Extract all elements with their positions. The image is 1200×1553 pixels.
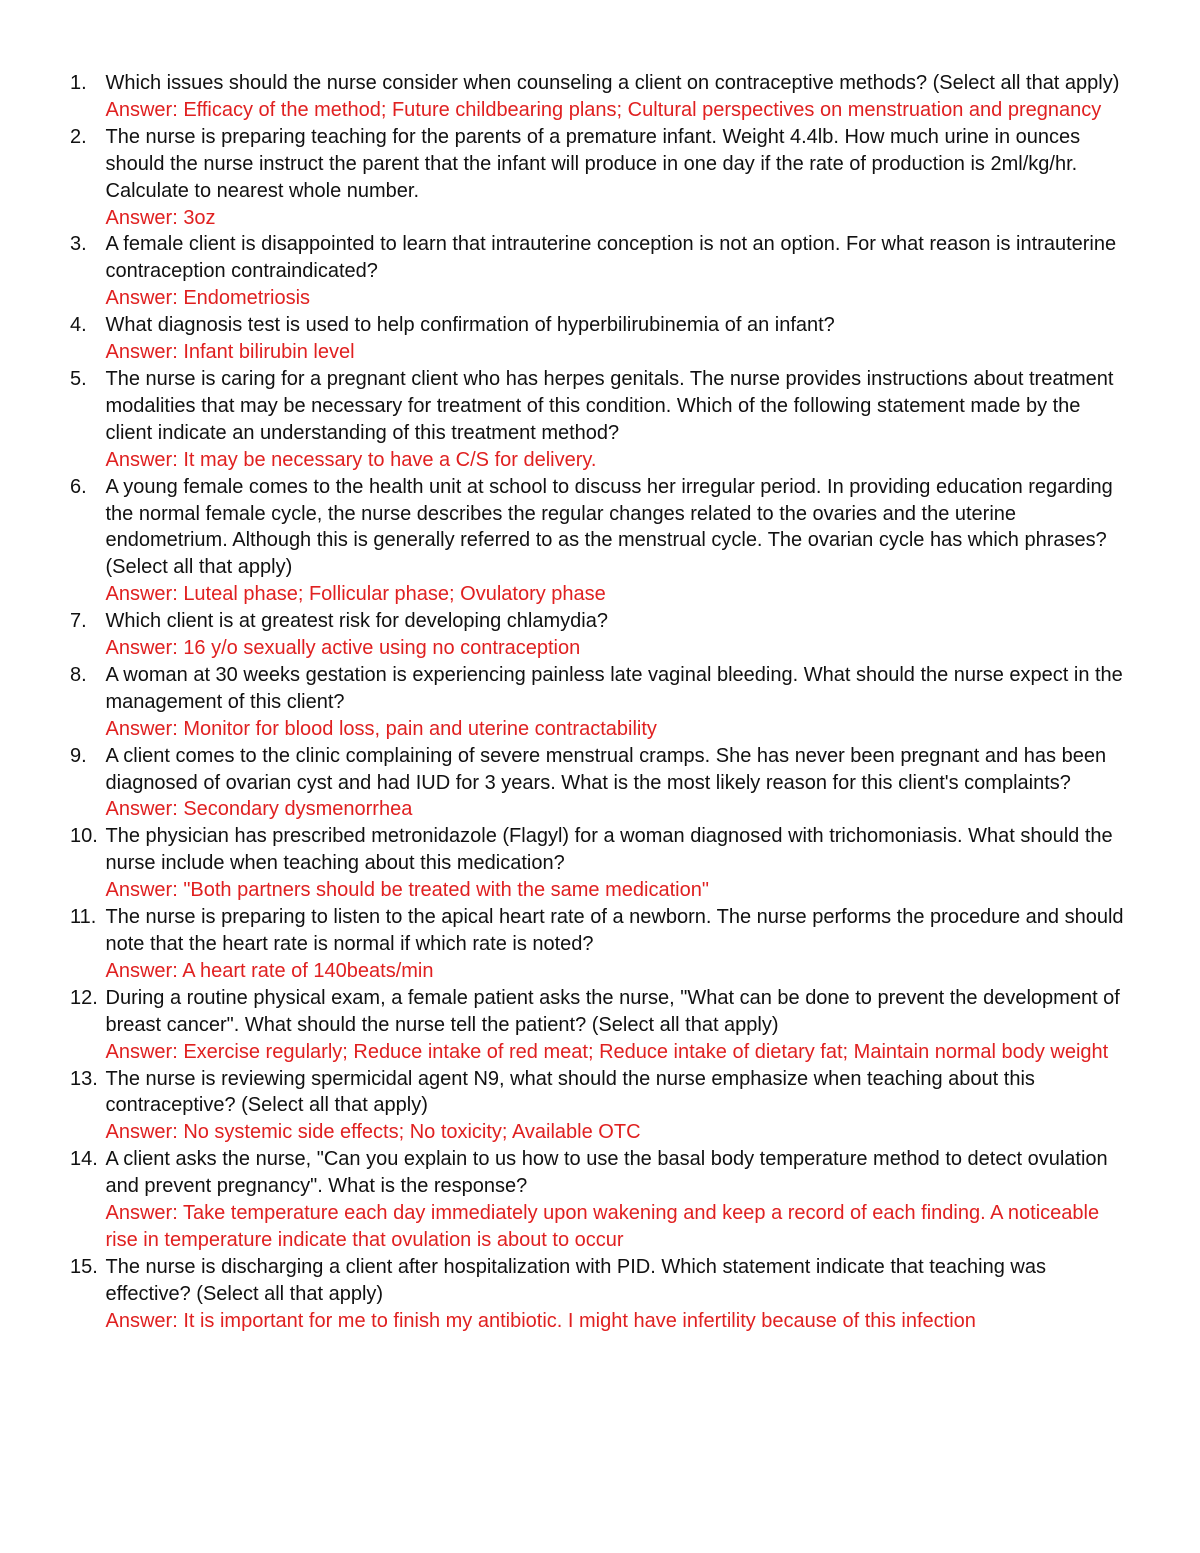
answer-prefix: Answer: [105, 206, 184, 229]
answer-text [106, 796, 1131, 823]
answer-text [106, 716, 1131, 743]
answer-body: No systemic side effects; No toxicity; Available OTC [183, 1121, 641, 1144]
question-number: 4. [70, 314, 87, 337]
question-text: The nurse is discharging a client after hospitalization with PID. Which statement indicate that teaching was effective? (Select all that apply) [105, 1255, 1046, 1305]
question-item [70, 985, 1130, 1066]
answer-body: "Both partners should be treated with the same medication" [183, 879, 709, 902]
answer-body: It may be necessary to have a C/S for delivery. [183, 448, 597, 471]
question-item [70, 231, 1130, 312]
question-number: 2. [70, 125, 87, 148]
question-text: Which issues should the nurse consider when counseling a client on contraceptive methods? (Select all that apply) [105, 72, 1120, 94]
question-text: The nurse is preparing teaching for the parents of a premature infant. Weight 4.4lb. How much urine in ounces should the nurse instruct the parent that the infant will produce in one day if the rate of production is 2ml/kg/hr. Calculate to nearest whole number. [105, 125, 1081, 202]
question-number: 14. [70, 1148, 98, 1171]
question-number: 5. [70, 367, 87, 390]
question-text: A client comes to the clinic complaining of severe menstrual cramps. She has never been pregnant and has been diagnosed of ovarian cyst and had IUD for 3 years. What is the most likely reason for this client's complaints? [105, 744, 1107, 794]
answer-body: Endometriosis [183, 287, 311, 310]
question-number: 8. [70, 663, 87, 686]
answer-text [106, 1119, 1131, 1146]
answer-body: Exercise regularly; Reduce intake of red meat; Reduce intake of dietary fat; Maintain normal body weight [183, 1040, 1109, 1063]
answer-body: A heart rate of 140beats/min [182, 959, 434, 982]
question-item [70, 366, 1130, 474]
question-number: 11. [70, 906, 97, 929]
answer-text [106, 581, 1131, 608]
answer-prefix: Answer: [105, 98, 184, 121]
question-text: During a routine physical exam, a female patient asks the nurse, "What can be done to prevent the development of breast cancer". What should the nurse tell the patient? (Select all that apply) [105, 986, 1120, 1036]
question-item [70, 474, 1130, 609]
answer-body: It is important for me to finish my antibiotic. I might have infertility because of this infection [183, 1309, 976, 1332]
answer-text [106, 1200, 1131, 1254]
answer-body: Take temperature each day immediately upon wakening and keep a record of each finding. A noticeable rise in temperature indicate that ovulation is about to occur [105, 1202, 1100, 1251]
question-number: 10. [70, 825, 98, 848]
answer-prefix: Answer: [105, 341, 184, 364]
question-number: 13. [70, 1067, 98, 1090]
question-item [70, 904, 1130, 985]
answer-prefix: Answer: [105, 717, 184, 740]
answer-prefix: Answer: [105, 1040, 184, 1063]
answer-text [106, 447, 1131, 474]
question-item [70, 1146, 1130, 1254]
answer-prefix: Answer: [105, 637, 184, 660]
answer-prefix: Answer: [105, 798, 184, 821]
question-item [70, 608, 1130, 662]
question-text: A client asks the nurse, "Can you explain to us how to use the basal body temperature method to detect ovulation and prevent pregnancy". What is the response? [105, 1148, 1108, 1198]
question-item [70, 70, 1130, 124]
question-number: 12. [70, 986, 98, 1009]
question-number: 15. [70, 1255, 98, 1278]
answer-prefix: Answer: [105, 583, 184, 606]
answer-body: Efficacy of the method; Future childbearing plans; Cultural perspectives on menstruation and pregnancy [183, 98, 1102, 121]
question-number: 6. [70, 475, 87, 498]
question-text: The physician has prescribed metronidazole (Flagyl) for a woman diagnosed with trichomoniasis. What should the nurse include when teaching about this medication? [105, 825, 1113, 875]
question-list [70, 70, 1130, 1335]
question-item [70, 823, 1130, 904]
question-item [70, 124, 1130, 232]
question-text: A woman at 30 weeks gestation is experiencing painless late vaginal bleeding. What should the nurse expect in the management of this client? [105, 663, 1123, 713]
answer-text [106, 205, 1131, 232]
answer-text [106, 339, 1131, 366]
answer-text [106, 1308, 1131, 1335]
answer-body: Infant bilirubin level [183, 341, 355, 364]
answer-text [106, 1039, 1131, 1066]
answer-text [106, 958, 1131, 985]
question-text: A female client is disappointed to learn that intrauterine conception is not an option. For what reason is intrauterine contraception contraindicated? [105, 233, 1117, 283]
question-item [70, 1254, 1130, 1335]
answer-text [106, 877, 1131, 904]
question-text: What diagnosis test is used to help confirmation of hyperbilirubinemia of an infant? [105, 314, 835, 337]
answer-text [106, 635, 1131, 662]
answer-prefix: Answer: [105, 879, 184, 902]
answer-text [106, 285, 1131, 312]
answer-prefix: Answer: [105, 1202, 183, 1225]
answer-body: 3oz [183, 206, 216, 229]
question-text: Which client is at greatest risk for developing chlamydia? [105, 610, 608, 633]
question-number: 9. [70, 744, 87, 767]
question-number: 1. [70, 72, 87, 94]
answer-prefix: Answer: [105, 287, 184, 310]
answer-prefix: Answer: [105, 448, 184, 471]
answer-text [106, 97, 1131, 124]
question-item [70, 1066, 1130, 1147]
question-number: 3. [70, 233, 87, 256]
question-text: A young female comes to the health unit at school to discuss her irregular period. In providing education regarding the normal female cycle, the nurse describes the regular changes related to the ovaries and the uterine endometrium. Although this is generally referred to as the menstrual cycle. The ovarian cycle has which phrases? (Select all that apply) [105, 475, 1113, 579]
answer-prefix: Answer: [105, 959, 183, 982]
question-text: The nurse is caring for a pregnant client who has herpes genitals. The nurse provides instructions about treatment modalities that may be necessary for treatment of this condition. Which of the following statement made by the client indicate an understanding of this treatment method? [105, 367, 1114, 444]
answer-prefix: Answer: [105, 1309, 184, 1332]
question-text: The nurse is reviewing spermicidal agent N9, what should the nurse emphasize when teaching about this contraceptive? (Select all that apply) [105, 1067, 1035, 1117]
answer-prefix: Answer: [105, 1121, 184, 1144]
question-item [70, 662, 1130, 743]
question-item [70, 312, 1130, 366]
answer-body: 16 y/o sexually active using no contraception [183, 637, 581, 660]
answer-body: Secondary dysmenorrhea [183, 798, 413, 821]
answer-body: Monitor for blood loss, pain and uterine contractability [183, 717, 657, 740]
answer-body: Luteal phase; Follicular phase; Ovulatory phase [183, 583, 606, 606]
question-text: The nurse is preparing to listen to the apical heart rate of a newborn. The nurse performs the procedure and should note that the heart rate is normal if which rate is noted? [105, 906, 1124, 955]
question-item [70, 743, 1130, 824]
question-number: 7. [70, 610, 87, 633]
